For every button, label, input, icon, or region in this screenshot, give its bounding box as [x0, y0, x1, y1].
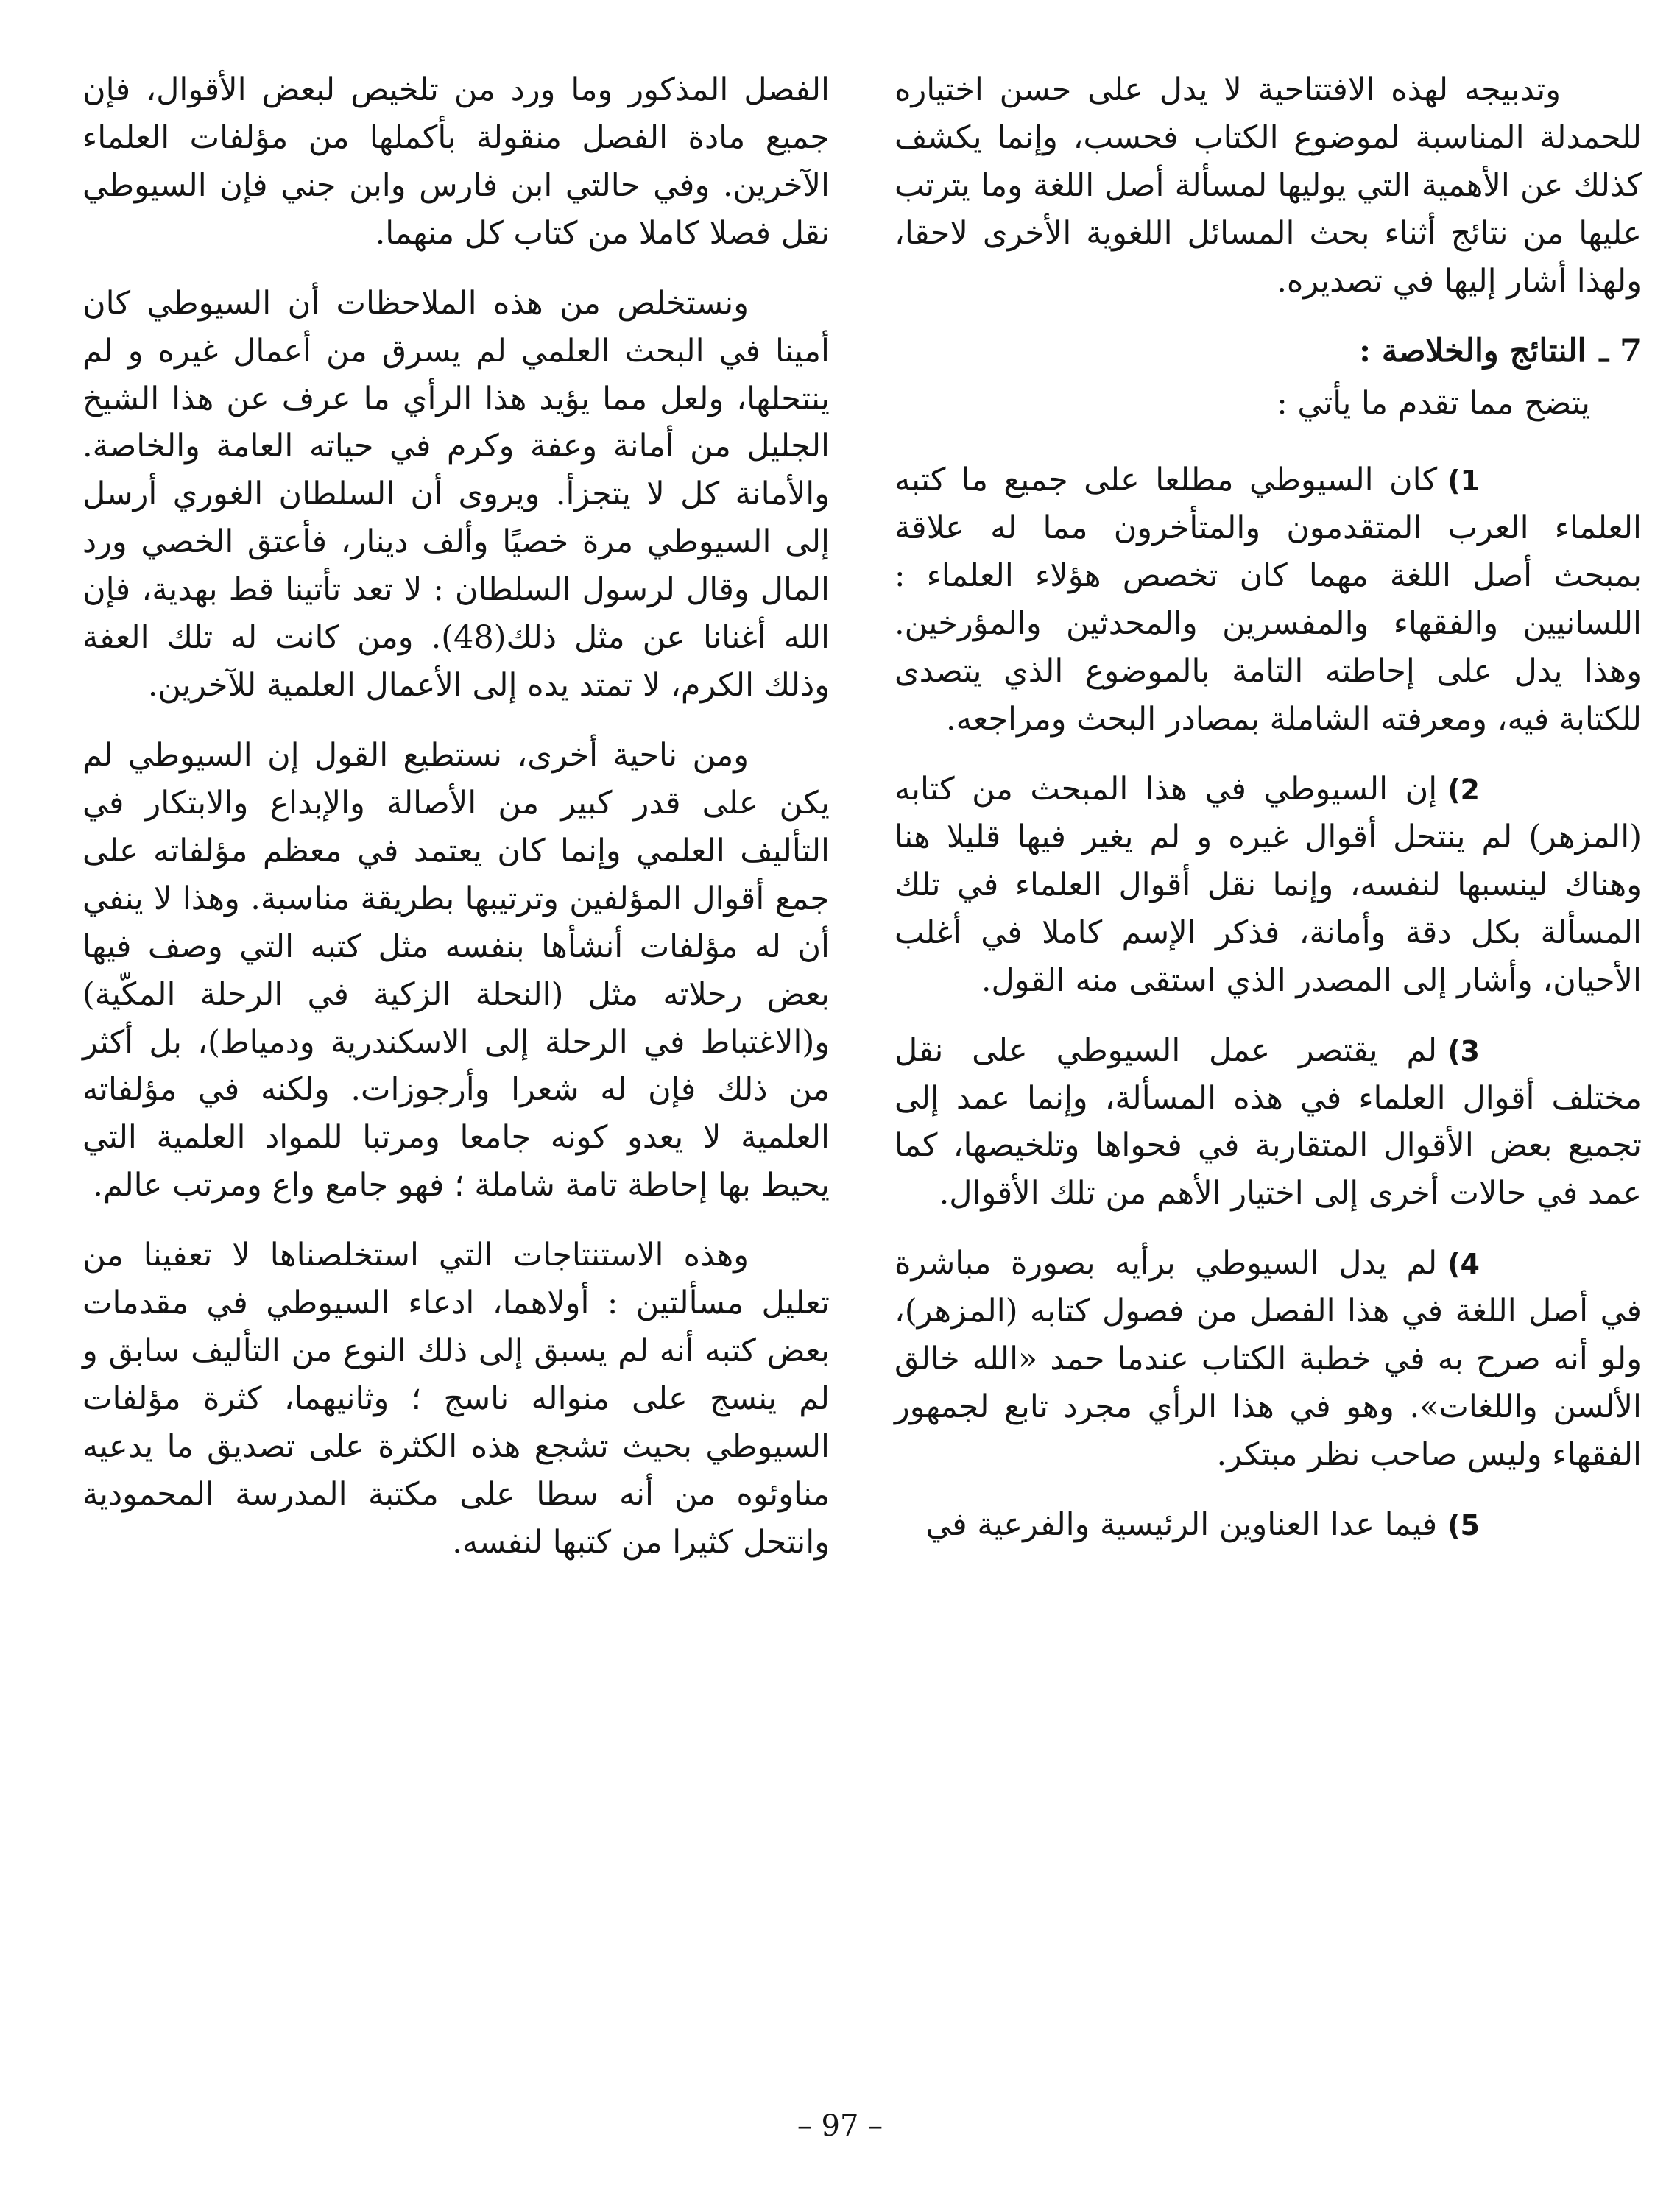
left-column: [82, 66, 830, 1589]
list-item-marker: 5): [1447, 1508, 1480, 1542]
paragraph: ونستخلص من هذه الملاحظات أن السيوطي كان أمينا في البحث العلمي لم يسرق من أعمال غيره و لم ينتحلها، ولعل مما يؤيد هذا الرأي ما عرف عن هذا الشيخ الجليل من أمانة وعفة وكرم في حياته العامة والخاصة. والأمانة كل لا يتجزأ. ويروى أن السلطان الغوري أرسل إلى السيوطي مرة خصيًا وألف دينار، فأعتق الخصي ورد المال وقال لرسول السلطان : لا تعد تأتينا قط بهدية، فإن الله أغنانا عن مثل ذلك(48). ومن كانت له تلك العفة وذلك الكرم، لا تمتد يده إلى الأعمال العلمية للآخرين.: [82, 284, 830, 705]
list-item-marker: 1): [1447, 465, 1480, 498]
list-item-text: فيما عدا العناوين الرئيسية والفرعية في: [925, 1505, 1438, 1543]
section-number: 7 ـ: [1599, 332, 1642, 370]
intro-paragraph: وتدبيجه لهذه الافتتاحية لا يدل على حسن اختياره للحمدلة المناسبة لموضوع الكتاب فحسب، وإنما يكشف كذلك عن الأهمية التي يوليها لمسألة أصل اللغة وما يترتب عليها من نتائج أثناء بحث المسائل اللغوية الأخرى لاحقا، ولهذا أشار إليها في تصديره.: [894, 71, 1642, 300]
paragraph: وهذه الاستنتاجات التي استخلصناها لا تعفينا من تعليل مسألتين : أولاهما، ادعاء السيوطي في مقدمات بعض كتبه أنه لم يسبق إلى ذلك النوع من التأليف سابق و لم ينسج على منواله ناسج ؛ وثانيهما، كثرة مؤلفات السيوطي بحيث تشجع هذه الكثرة على تصديق ما يدعيه مناوئوه من أنه سطا على مكتبة المدرسة المحمودية وانتحل كثيرا من كتبها لنفسه.: [82, 1237, 830, 1561]
list-intro: يتضح مما تقدم ما يأتي :: [1277, 384, 1590, 422]
list-item-text: لم يقتصر عمل السيوطي على نقل مختلف أقوال العلماء في هذه المسألة، وإنما عمد إلى تجميع بعض الأقوال المتقاربة في فحواها وتلخيصها، كما عمد في حالات أخرى إلى اختيار الأهم من تلك الأقوال.: [894, 1031, 1642, 1212]
list-item-text: كان السيوطي مطلعا على جميع ما كتبه العلماء العرب المتقدمون والمتأخرون مما له علاقة بمبحث أصل اللغة مهما كان تخصص هؤلاء العلماء : اللسانيين والفقهاء والمفسرين والمحدثين والمؤرخين. وهذا يدل على إحاطته التامة بالموضوع الذي يتصدى للكتابة فيه، ومعرفته الشاملة بمصادر البحث ومراجعه.: [894, 462, 1642, 738]
section-title: النتائج والخلاصة :: [1359, 332, 1587, 370]
paragraph: ومن ناحية أخرى، نستطيع القول إن السيوطي لم يكن على قدر كبير من الأصالة والإبداع والابتكار في التأليف العلمي وإنما كان يعتمد في معظم مؤلفاته على جمع أقوال المؤلفين وترتيبها بطريقة مناسبة. وهذا لا ينفي أن له مؤلفات أنشأها بنفسه مثل كتبه التي وصف فيها بعض رحلاته مثل (النحلة الزكية في الرحلة المكّية) و(الاغتباط في الرحلة إلى الاسكندرية ودمياط)، بل أكثر من ذلك فإن له شعرا وأرجوزات. ولكنه في مؤلفاته العلمية لا يعدو كونه جامعا ومرتبا للمواد العلمية التي يحيط بها إحاطة تامة شاملة ؛ فهو جامع واع ومرتب عالم.: [82, 736, 830, 1204]
list-item-marker: 2): [1447, 773, 1480, 806]
list-item-marker: 3): [1447, 1034, 1480, 1067]
list-item: [894, 1240, 1642, 1479]
list-item-text: لم يدل السيوطي برأيه بصورة مباشرة في أصل اللغة في هذا الفصل من فصول كتابه (المزهر)، ولو أنه صرح به في خطبة الكتاب عندما حمد «الله خالق الألسن واللغات». وهو في هذا الرأي مجرد تابع لجمهور الفقهاء وليس صاحب نظر مبتكر.: [894, 1245, 1642, 1473]
list-item: [894, 766, 1642, 1005]
list-item: [894, 1501, 1642, 1549]
list-item-text: إن السيوطي في هذا المبحث من كتابه (المزهر) لم ينتحل أقوال غيره و لم يغير فيها قليلا هنا وهناك لينسبها لنفسه، وإنما نقل أقوال العلماء في تلك المسألة بكل دقة وأمانة، فذكر الإسم كاملا في أغلب الأحيان، وأشار إلى المصدر الذي استقى منه القول.: [894, 770, 1642, 999]
list-item: [894, 1027, 1642, 1218]
list-item: [894, 456, 1642, 744]
section-heading: [894, 328, 1642, 375]
paragraph-continuation: الفصل المذكور وما ورد من تلخيص لبعض الأقوال، فإن جميع مادة الفصل منقولة بأكملها من مؤلفات العلماء الآخرين. وفي حالتي ابن فارس وابن جني فإن السيوطي نقل فصلا كاملا من كتاب كل منهما.: [82, 71, 830, 252]
page-number: – 97 –: [797, 2109, 883, 2143]
right-column: [894, 66, 1642, 1571]
list-item-marker: 4): [1447, 1248, 1480, 1281]
